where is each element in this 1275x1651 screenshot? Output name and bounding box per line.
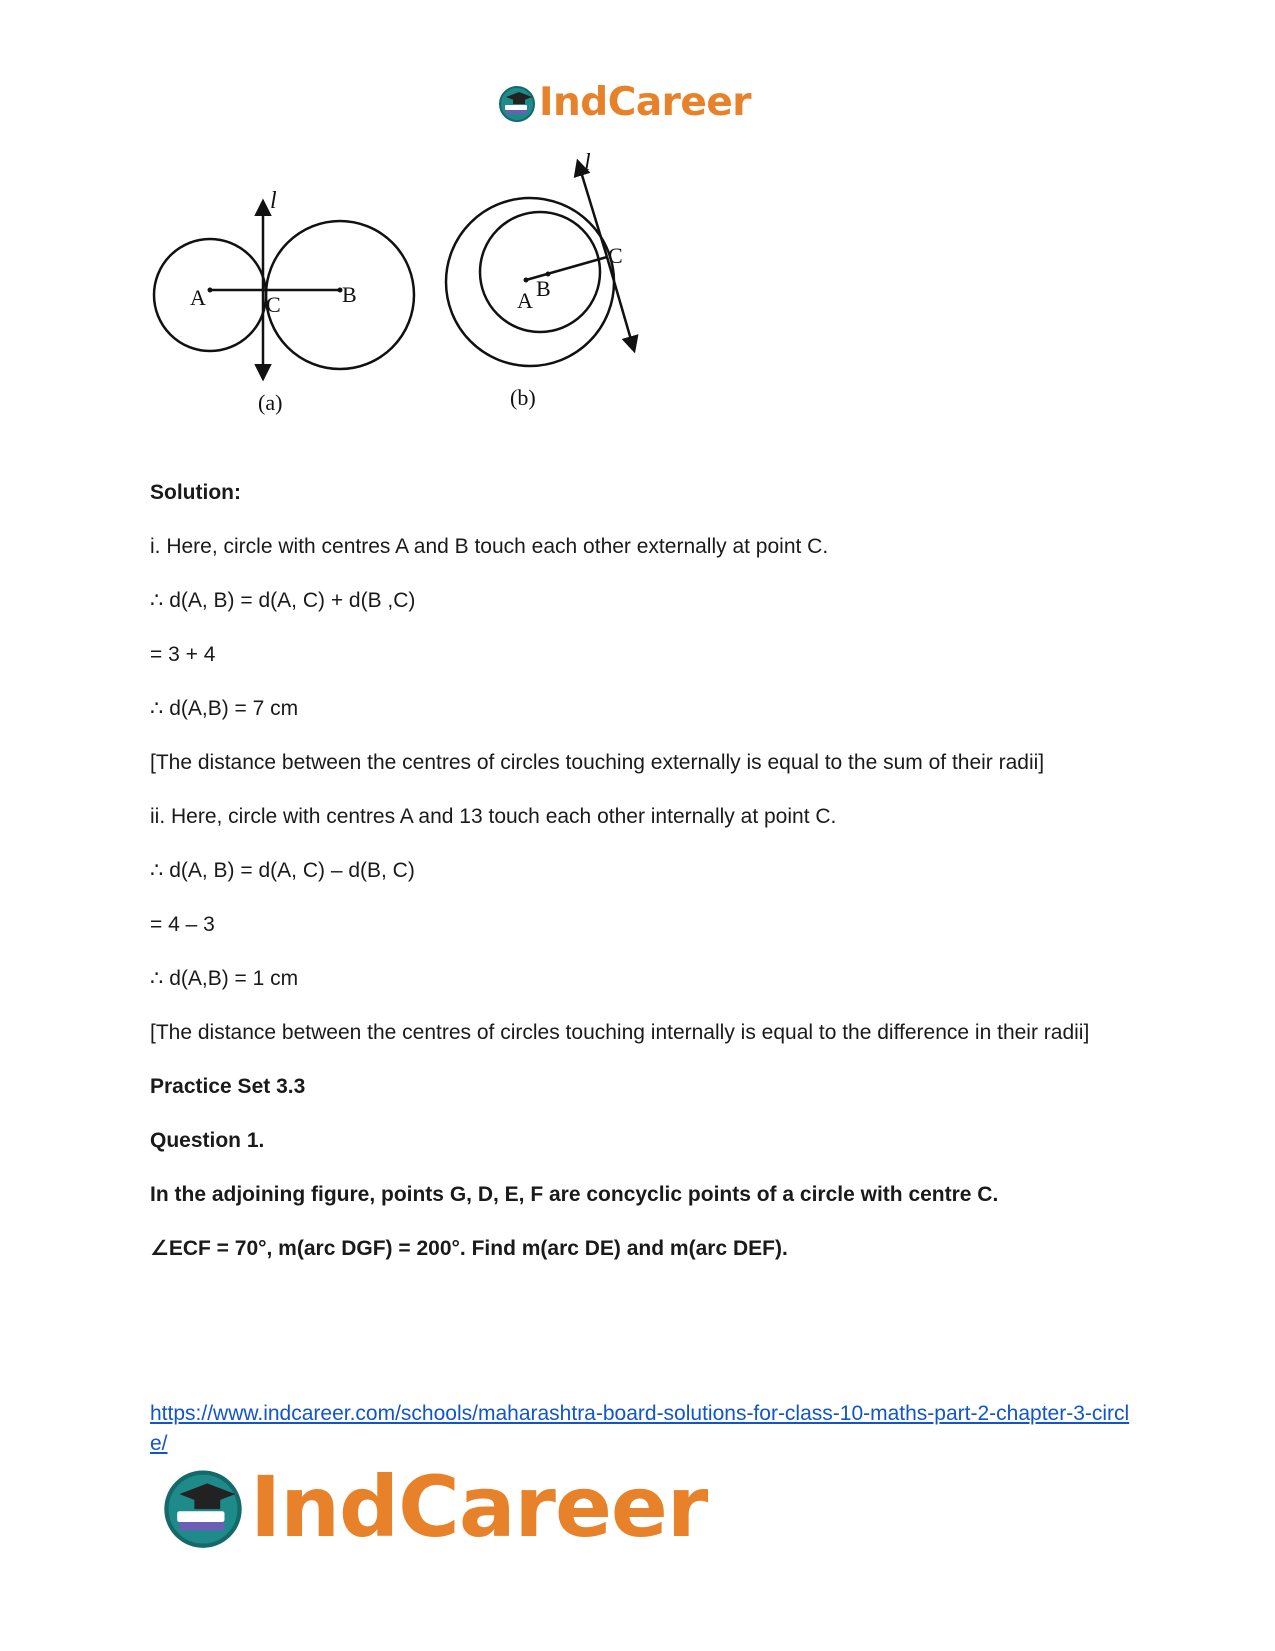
paragraph: ii. Here, circle with centres A and 13 touch each other internally at point C. (150, 805, 837, 828)
practice-set-heading: Practice Set 3.3 (150, 1075, 306, 1098)
label-B-b: B (536, 276, 551, 301)
paragraph: [The distance between the centres of circles touching internally is equal to the difference in their radii] (150, 1021, 1090, 1044)
figure-b (446, 150, 634, 410)
logo-wordmark: IndCareer (539, 80, 751, 125)
paragraph: i. Here, circle with centres A and B touch each other externally at point C. (150, 535, 829, 558)
question-text: ∠ECF = 70°, m(arc DGF) = 200°. Find m(arc DE) and m(arc DEF). (150, 1237, 788, 1260)
label-B-a: B (342, 282, 357, 307)
question-heading: Question 1. (150, 1129, 265, 1152)
logo-wordmark: IndCareer (250, 1458, 708, 1556)
label-line-a: l (270, 188, 277, 214)
label-line-b: l (584, 150, 591, 176)
paragraph: ∴ d(A,B) = 7 cm (150, 697, 299, 720)
label-A-b: A (517, 288, 533, 313)
question-text: In the adjoining figure, points G, D, E, F are concyclic points of a circle with centre C. (150, 1183, 999, 1206)
caption-b: (b) (510, 385, 536, 410)
solution-heading: Solution: (150, 481, 241, 504)
caption-a: (a) (258, 390, 283, 415)
paragraph: = 3 + 4 (150, 643, 216, 666)
header-logo (497, 80, 751, 126)
label-C-a: C (266, 292, 281, 317)
globe-graduate-icon (160, 1464, 246, 1550)
paragraph: ∴ d(A, B) = d(A, C) – d(B, C) (150, 859, 415, 882)
paragraph: ∴ d(A,B) = 1 cm (150, 967, 299, 990)
paragraph: ∴ d(A, B) = d(A, C) + d(B ,C) (150, 589, 416, 612)
label-C-b: C (608, 243, 623, 268)
figure-a (154, 188, 414, 415)
globe-graduate-icon (497, 83, 537, 123)
paragraph: = 4 – 3 (150, 913, 215, 936)
footer-logo (160, 1458, 708, 1556)
paragraph: [The distance between the centres of circles touching externally is equal to the sum of their radii] (150, 751, 1045, 774)
source-link[interactable]: https://www.indcareer.com/schools/maharashtra-board-solutions-for-class-10-maths-part-2-chapter-3-circle/ (150, 1402, 1130, 1455)
label-A-a: A (190, 285, 206, 310)
circles-figure (150, 150, 690, 440)
solution-content (150, 478, 1130, 1288)
